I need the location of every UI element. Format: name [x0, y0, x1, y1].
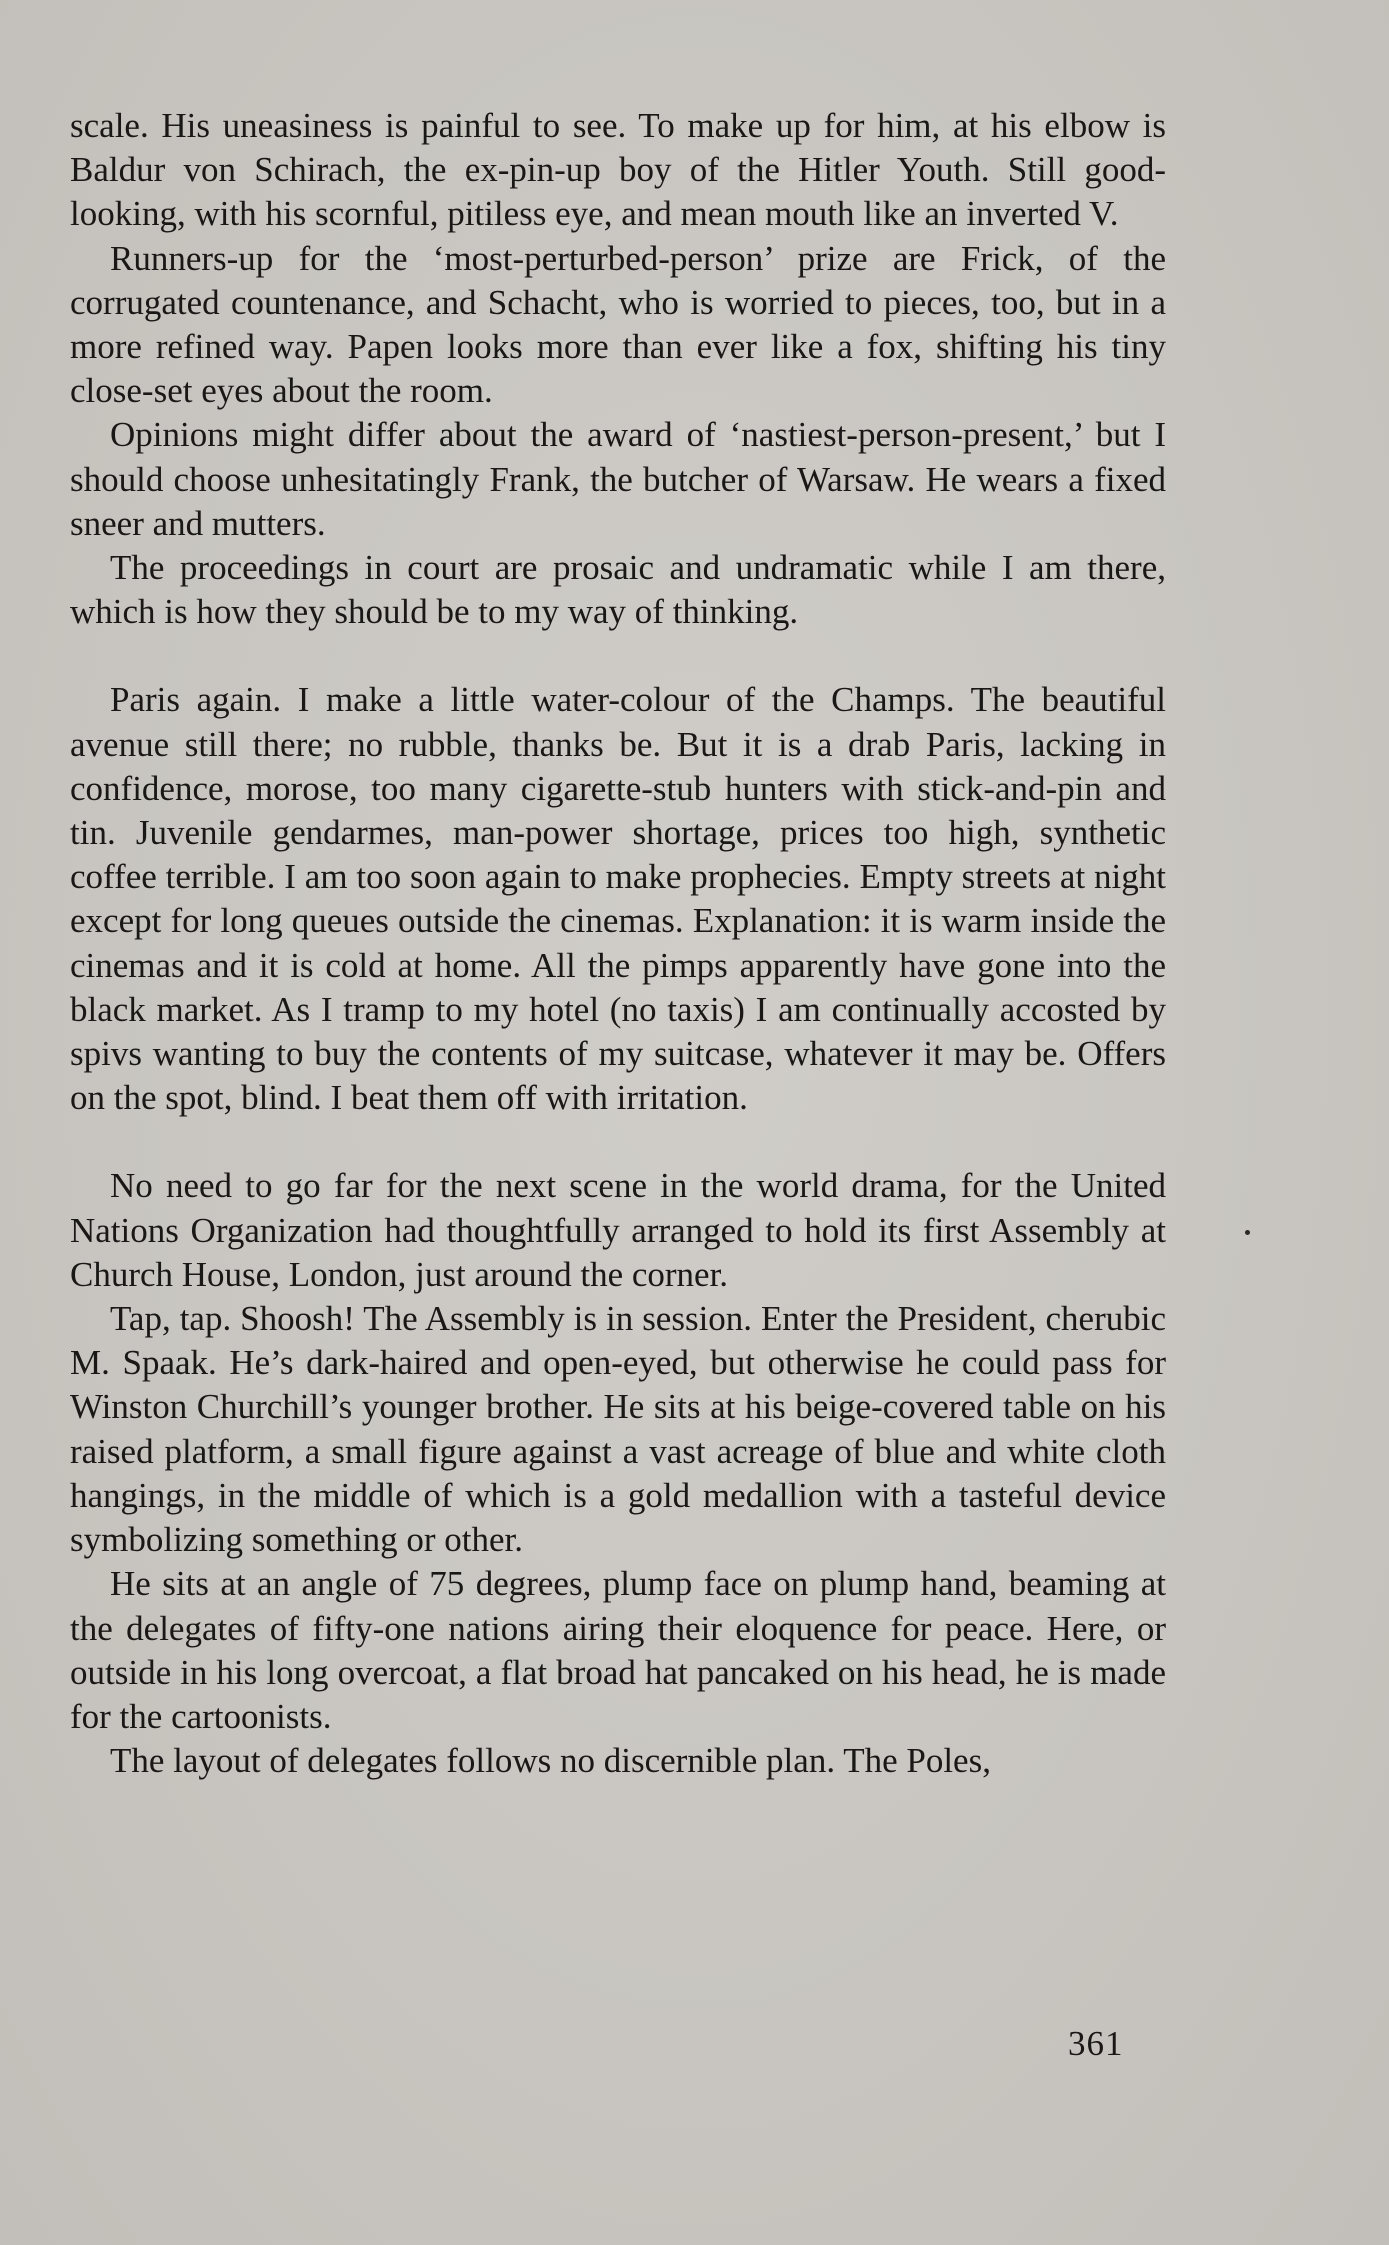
paragraph-schirach: scale. His uneasiness is painful to see. To make up for him, at his elbow is Baldur von Schirach, the ex-pin-up boy of the Hitler Youth. Still good-looking, with his scornful, pitiless eye, and mean mouth like an inverted V.: [70, 106, 1166, 234]
paragraph-runners-up: Runners-up for the ‘most-perturbed-person’ prize are Frick, of the corrugated countenance, and Schacht, who is worried to pieces, too, but in a more refined way. Papen looks more than ever like a fox, shifting his tiny close-set eyes about the room.: [70, 238, 1166, 411]
paragraph-proceedings: The proceedings in court are prosaic and undramatic while I am there, which is how they should be to my way of thinking.: [70, 548, 1166, 632]
paragraph-paris: Paris again. I make a little water-colour of the Champs. The beautiful avenue still there; no rubble, thanks be. But it is a drab Paris, lacking in confidence, morose, too many cigarette-stub hunters with stick-and-pin and tin. Juvenile gendarmes, man-power shortage, prices too high, synthetic coffee terrible. I am too soon again to make prophecies. Empty streets at night except for long queues outside the cinemas. Explanation: it is warm inside the cinemas and it is cold at home. All the pimps apparently have gone into the black market. As I tramp to my hotel (no taxis) I am continually accosted by spivs wanting to buy the contents of my suitcase, whatever it may be. Offers on the spot, blind. I beat them off with irritation.: [70, 680, 1166, 1118]
paragraph-opinions: Opinions might differ about the award of ‘nastiest-person-present,’ but I should choose unhesitatingly Frank, the butcher of Warsaw. He wears a fixed sneer and mutters.: [70, 415, 1166, 543]
body-text: [70, 104, 1166, 1783]
paragraph-layout: The layout of delegates follows no discernible plan. The Poles,: [110, 1741, 991, 1781]
paragraph-spaak: He sits at an angle of 75 degrees, plump face on plump hand, beaming at the delegates of fifty-one nations airing their eloquence for peace. Here, or outside in his long overcoat, a flat broad hat pancaked on his head, he is made for the cartoonists.: [70, 1564, 1166, 1736]
page-number: 361: [1068, 2024, 1124, 2063]
ink-speck: [1245, 1230, 1250, 1235]
paragraph-united-nations: No need to go far for the next scene in the world drama, for the United Nations Organization had thoughtfully arranged to hold its first Assembly at Church House, London, just around the corner.: [70, 1166, 1166, 1294]
paragraph-assembly: Tap, tap. Shoosh! The Assembly is in session. Enter the President, cherubic M. Spaak. He’s dark-haired and open-eyed, but otherwise he could pass for Winston Churchill’s younger brother. He sits at his beige-covered table on his raised platform, a small figure against a vast acreage of blue and white cloth hangings, in the middle of which is a gold medallion with a tasteful device symbolizing something or other.: [70, 1299, 1166, 1560]
